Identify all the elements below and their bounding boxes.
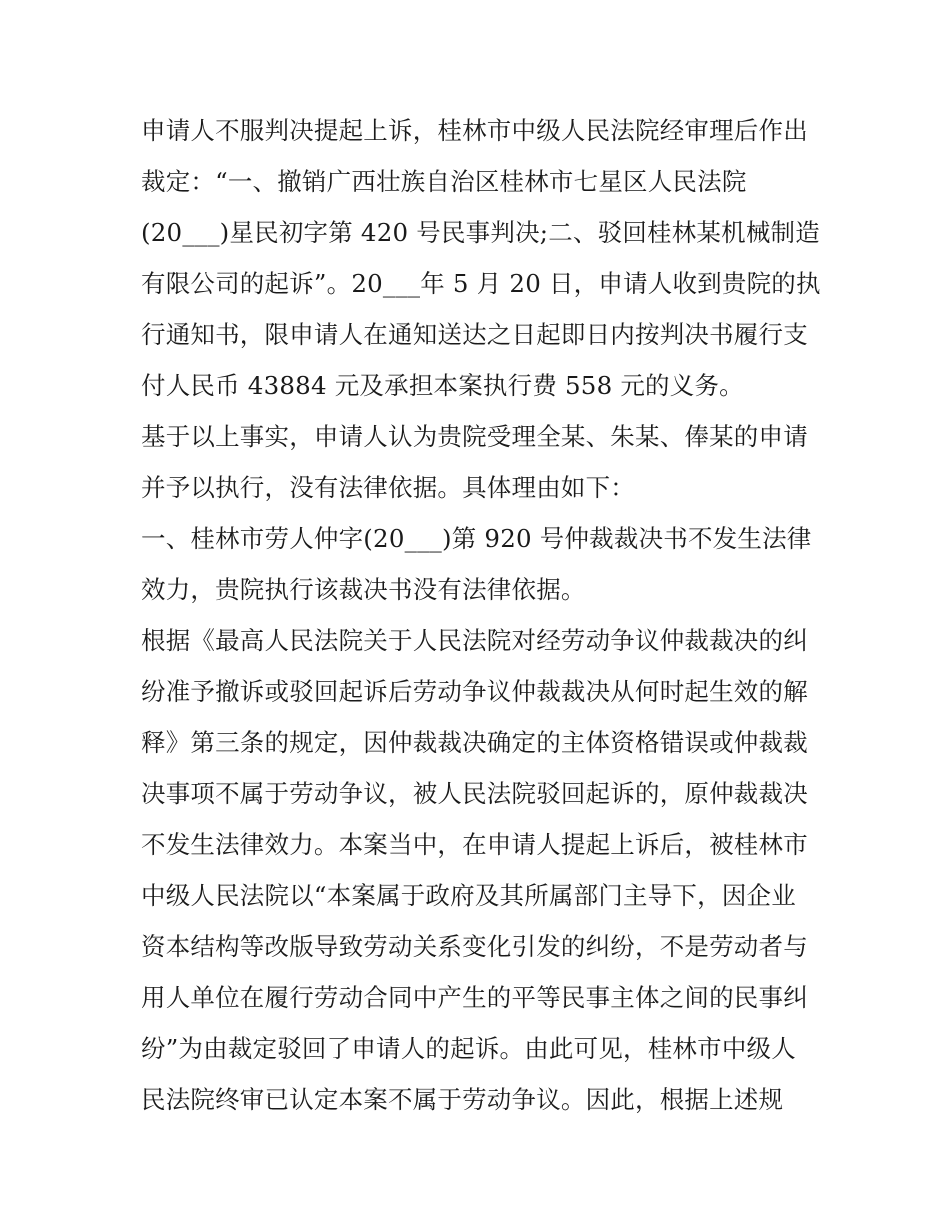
text-line: (20___)星民初字第 420 号民事判决;二、驳回桂林某机械制造	[141, 218, 820, 247]
text-line: 行通知书，限申请人在通知送达之日起即日内按判决书履行支	[141, 320, 808, 349]
text-line: 资本结构等改版导致劳动关系变化引发的纠纷，不是劳动者与	[141, 932, 808, 961]
text-line: 纷”为由裁定驳回了申请人的起诉。由此可见，桂林市中级人	[141, 1034, 796, 1063]
text-line: 民法院终审已认定本案不属于劳动争议。因此，根据上述规	[141, 1085, 784, 1114]
text-line: 根据《最高人民法院关于人民法院对经劳动争议仲裁裁决的纠	[141, 626, 808, 655]
text-line: 决事项不属于劳动争议，被人民法院驳回起诉的，原仲裁裁决	[141, 779, 808, 808]
text-line: 裁定：“一、撤销广西壮族自治区桂林市七星区人民法院	[141, 167, 747, 196]
text-line: 纷准予撤诉或驳回起诉后劳动争议仲裁裁决从何时起生效的解	[141, 677, 808, 706]
text-line: 一、桂林市劳人仲字(20___)第 920 号仲裁裁决书不发生法律	[141, 524, 812, 553]
text-line: 申请人不服判决提起上诉，桂林市中级人民法院经审理后作出	[141, 116, 808, 145]
text-line: 释》第三条的规定，因仲裁裁决确定的主体资格错误或仲裁裁	[141, 728, 808, 757]
document-body	[141, 105, 821, 1125]
text-line: 效力，贵院执行该裁决书没有法律依据。	[141, 575, 586, 604]
text-line: 付人民币 43884 元及承担本案执行费 558 元的义务。	[141, 371, 744, 400]
text-line: 基于以上事实，申请人认为贵院受理全某、朱某、俸某的申请	[141, 422, 808, 451]
text-line: 不发生法律效力。本案当中，在申请人提起上诉后，被桂林市	[141, 830, 808, 859]
text-line: 中级人民法院以“本案属于政府及其所属部门主导下，因企业	[141, 881, 796, 910]
text-line: 用人单位在履行劳动合同中产生的平等民事主体之间的民事纠	[141, 983, 808, 1012]
text-line: 有限公司的起诉”。20___年 5 月 20 日，申请人收到贵院的执	[141, 269, 821, 298]
text-line: 并予以执行，没有法律依据。具体理由如下：	[141, 473, 635, 502]
